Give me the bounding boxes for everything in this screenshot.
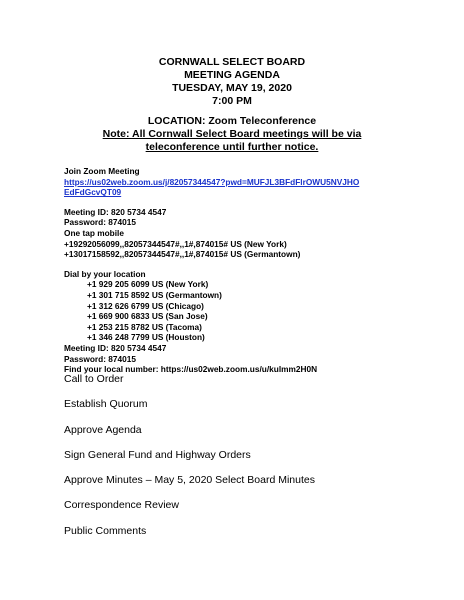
one-tap-number: +19292056099,,82057344547#,,1#,874015# US (New York)	[64, 238, 287, 249]
document-title: MEETING AGENDA	[184, 69, 280, 81]
dial-number: +1 301 715 8592 US (Germantown)	[87, 289, 222, 300]
dial-number: +1 253 215 8782 US (Tacoma)	[87, 321, 202, 332]
meeting-id: Meeting ID: 820 5734 4547	[64, 342, 167, 353]
teleconference-note-line-2: teleconference until further notice.	[145, 141, 319, 153]
one-tap-number: +13017158592,,82057344547#,,1#,874015# US (Germantown)	[64, 249, 301, 260]
find-local-number: Find your local number: https://us02web.zoom.us/u/kulmm2H0N	[64, 364, 318, 375]
meeting-date: TUESDAY, MAY 19, 2020	[172, 82, 292, 94]
one-tap-label: One tap mobile	[64, 227, 124, 238]
agenda-item: Establish Quorum	[64, 398, 148, 411]
agenda-header	[0, 56, 464, 108]
agenda-item: Call to Order	[64, 373, 124, 385]
agenda-items	[64, 373, 454, 550]
agenda-item: Approve Agenda	[64, 423, 142, 436]
agenda-item: Approve Minutes – May 5, 2020 Select Board Minutes	[64, 474, 315, 487]
agenda-item: Correspondence Review	[64, 499, 179, 512]
zoom-link-line-1[interactable]: https://us02web.zoom.us/j/82057344547?pwd=MUFJL3BFdFlrOWU5NVJHO	[64, 176, 360, 187]
dial-by-location-label: Dial by your location	[64, 268, 146, 279]
teleconference-note-line-1: Note: All Cornwall Select Board meetings will be via	[102, 128, 362, 140]
dial-number: +1 346 248 7799 US (Houston)	[87, 332, 205, 343]
agenda-item: Public Comments	[64, 524, 147, 537]
board-name: CORNWALL SELECT BOARD	[158, 56, 306, 68]
meeting-id: Meeting ID: 820 5734 4547	[64, 206, 167, 217]
zoom-link-line-2[interactable]: EdFdGcvQT09	[64, 187, 122, 198]
location-line: LOCATION: Zoom Teleconference	[147, 115, 317, 127]
meeting-password: Password: 874015	[64, 217, 136, 228]
dial-number: +1 669 900 6833 US (San Jose)	[87, 311, 208, 322]
meeting-time: 7:00 PM	[212, 95, 252, 107]
zoom-details	[64, 166, 444, 375]
meeting-password: Password: 874015	[64, 353, 136, 364]
agenda-item: Sign General Fund and Highway Orders	[64, 448, 251, 461]
join-zoom-label: Join Zoom Meeting	[64, 166, 140, 176]
location-block	[0, 115, 464, 154]
dial-number: +1 312 626 6799 US (Chicago)	[87, 300, 204, 311]
dial-number: +1 929 205 6099 US (New York)	[87, 279, 209, 290]
